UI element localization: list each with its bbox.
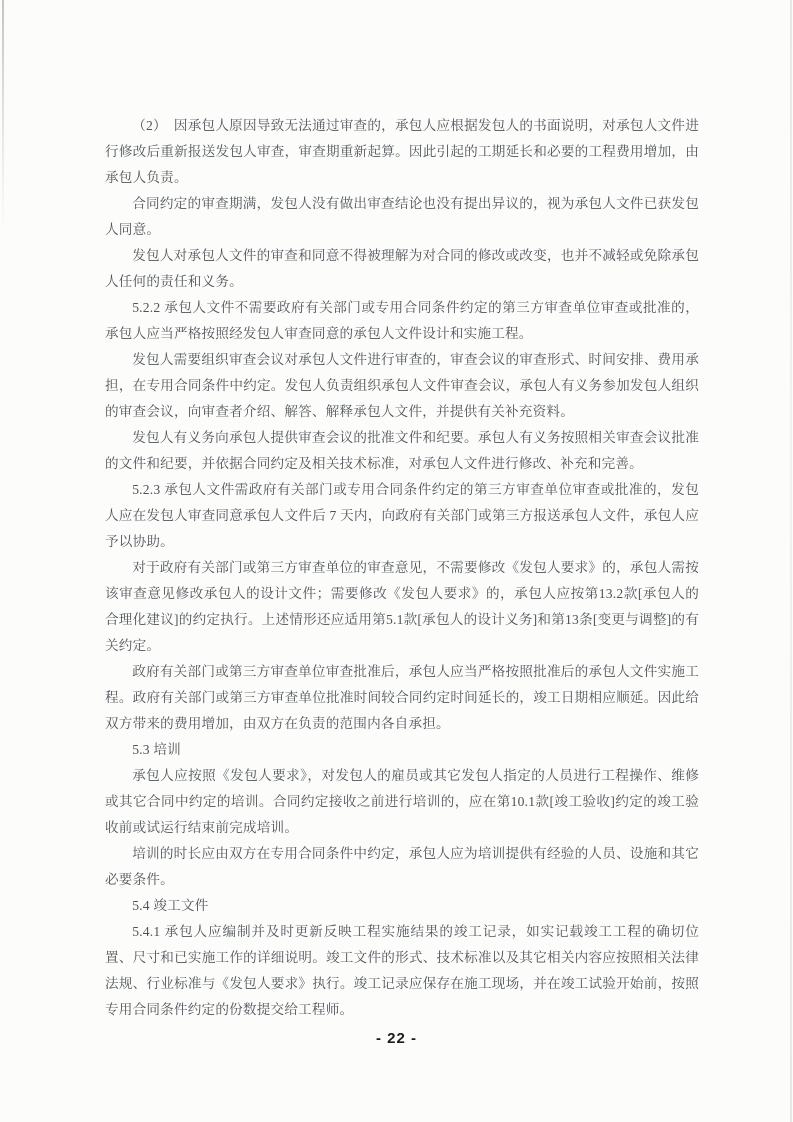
paragraph-meeting-minutes: 发包人有义务向承包人提供审查会议的批准文件和纪要。承包人有义务按照相关审查会议批准的文件和纪要，并依据合同约定及相关技术标准，对承包人文件进行修改、补充和完善。 [105, 430, 699, 471]
paragraph-5-2-3: 5.2.3 承包人文件需政府有关部门或专用合同条件约定的第三方审查单位审查或批准的，发包人应在发包人审查同意承包人文件后 7 天内，向政府有关部门或第三方报送承包人文件，承包人应予以协助。 [105, 482, 699, 549]
paragraph-review-expiry: 合同约定的审查期满，发包人没有做出审查结论也没有提出异议的，视为承包人文件已获发包人同意。 [105, 196, 699, 237]
paragraph-clause-2: （2） 因承包人原因导致无法通过审查的，承包人应根据发包人的书面说明，对承包人文件进行修改后重新报送发包人审查，审查期重新起算。因此引起的工期延长和必要的工程费用增加，由承包人负责。 [105, 118, 699, 185]
page-number: - 22 - [375, 1030, 417, 1047]
section-heading-5-4-completion-documents: 5.4 竣工文件 [132, 898, 209, 913]
paragraph-5-4-1: 5.4.1 承包人应编制并及时更新反映工程实施结果的竣工记录，如实记载竣工工程的确切位置、尺寸和已实施工作的详细说明。竣工文件的形式、技术标准以及其它相关内容应按照相关法律法规、行业标准与《发包人要求》执行。竣工记录应保存在施工现场，并在竣工试验开始前，按照专用合同条件约定的份数提交给工程师。 [105, 924, 699, 1017]
paragraph-training-scope: 承包人应按照《发包人要求》，对发包人的雇员或其它发包人指定的人员进行工程操作、维修或其它合同中约定的培训。合同约定接收之前进行培训的，应在第10.1款[竣工验收]约定的竣工验收前或试运行结束前完成培训。 [105, 768, 699, 835]
document-body [105, 113, 699, 1023]
paragraph-review-meaning: 发包人对承包人文件的审查和同意不得被理解为对合同的修改或改变，也并不减轻或免除承包人任何的责任和义务。 [105, 248, 699, 289]
paragraph-review-meeting: 发包人需要组织审查会议对承包人文件进行审查的，审查会议的审查形式、时间安排、费用承担，在专用合同条件中约定。发包人负责组织承包人文件审查会议，承包人有义务参加发包人组织的审查会议，向审查者介绍、解答、解释承包人文件，并提供有关补充资料。 [105, 352, 699, 419]
paragraph-training-duration: 培训的时长应由双方在专用合同条件中约定，承包人应为培训提供有经验的人员、设施和其它必要条件。 [105, 846, 699, 887]
paragraph-5-2-2: 5.2.2 承包人文件不需要政府有关部门或专用合同条件约定的第三方审查单位审查或批准的，承包人应当严格按照经发包人审查同意的承包人文件设计和实施工程。 [105, 300, 699, 341]
scan-artifact-right-edge [790, 0, 792, 1122]
paragraph-approval-delay: 政府有关部门或第三方审查单位审查批准后，承包人应当严格按照批准后的承包人文件实施工程。政府有关部门或第三方审查单位批准时间较合同约定时间延长的，竣工日期相应顺延。因此给双方带来的费用增加，由双方在负责的范围内各自承担。 [105, 664, 699, 731]
scan-artifact-left-edge [2, 0, 4, 230]
paragraph-third-party-opinion: 对于政府有关部门或第三方审查单位的审查意见，不需要修改《发包人要求》的，承包人需按该审查意见修改承包人的设计文件；需要修改《发包人要求》的，承包人应按第13.2款[承包人的合理化建议]的约定执行。上述情形还应适用第5.1款[承包人的设计义务]和第13条[变更与调整]的有关约定。 [105, 560, 699, 653]
section-heading-5-3-training: 5.3 培训 [132, 742, 181, 757]
